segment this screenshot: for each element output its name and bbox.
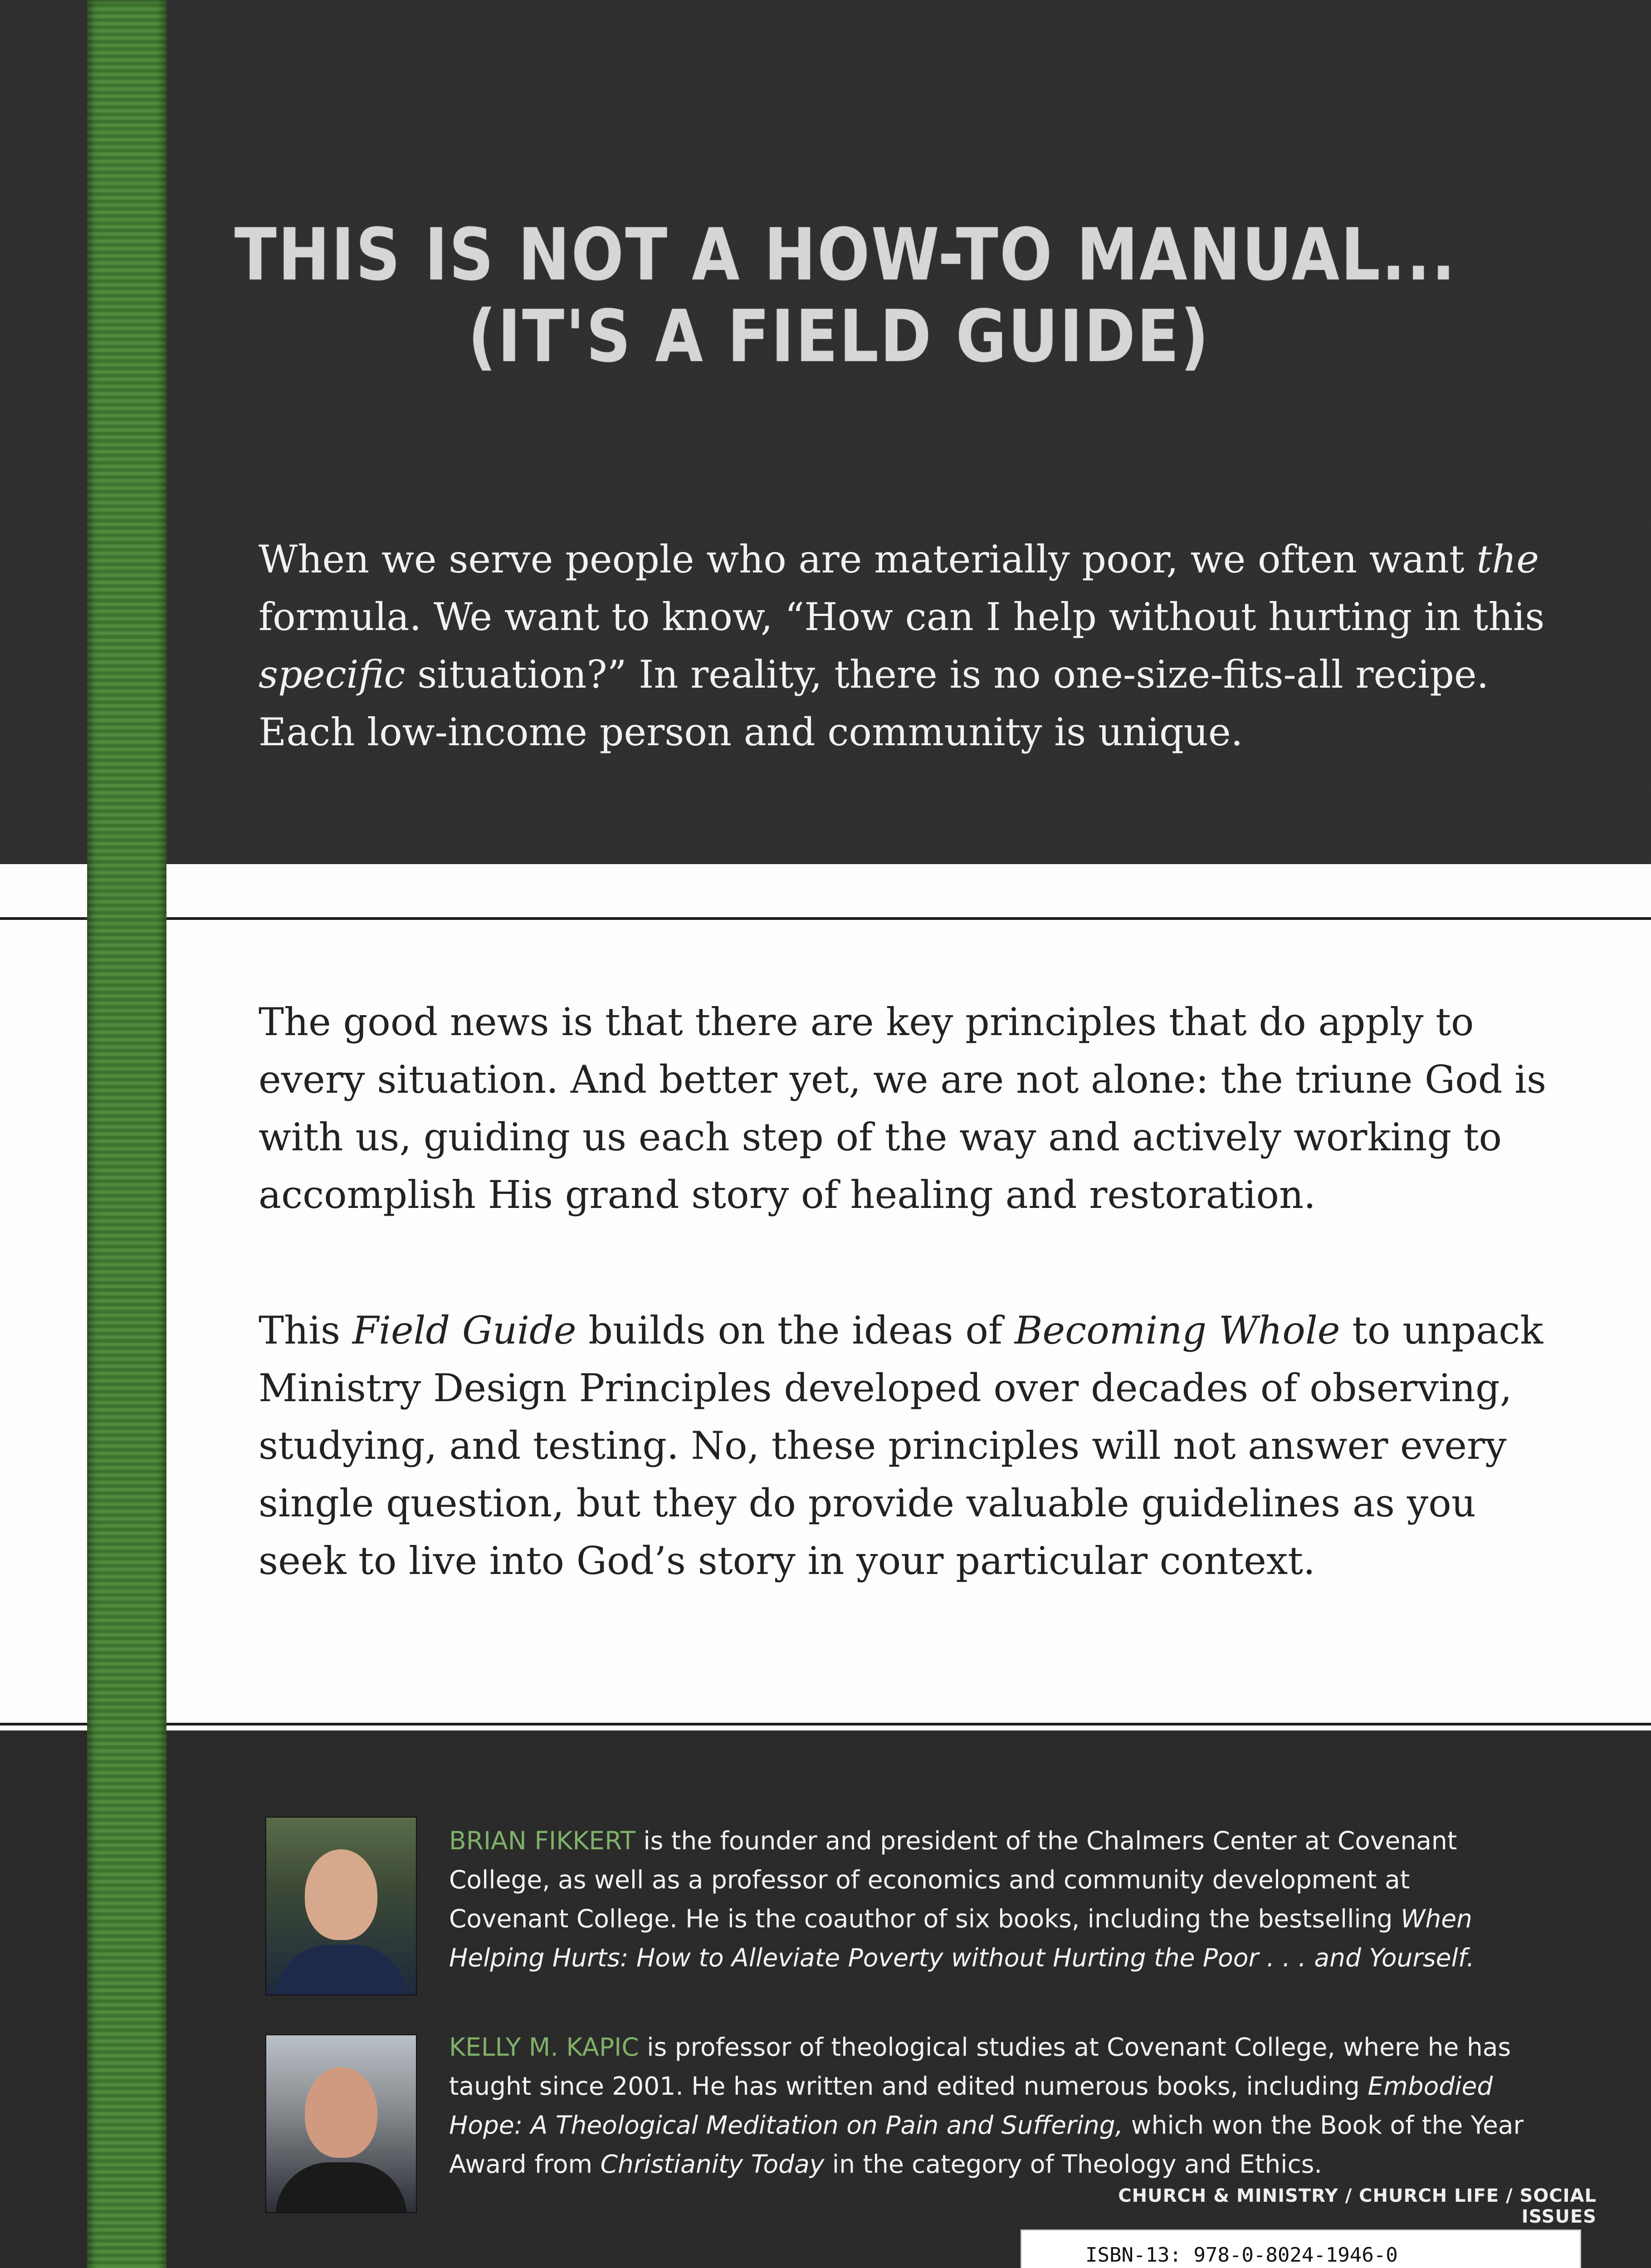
intro-emphasis: specific xyxy=(259,652,405,697)
headline-line-1: THIS IS NOT A HOW-TO MANUAL... xyxy=(234,213,1457,297)
isbn-13: ISBN-13: 978-0-8024-1946-0 xyxy=(1085,2244,1398,2267)
author-face xyxy=(305,2067,377,2158)
body-text: builds on the ideas of xyxy=(576,1308,1015,1353)
barcode-label xyxy=(1021,2229,1581,2268)
divider-rule xyxy=(0,1723,1651,1725)
body-text: to unpack Ministry Design Principles developed over decades of observing, studying, and testing. No, these principles will not answer every single question, but they do provide valuable guidelines as you seek to live into God’s story in your particular context. xyxy=(259,1308,1544,1583)
author-photo-kapic xyxy=(265,2034,417,2213)
intro-text: When we serve people who are materially poor, we often want xyxy=(259,537,1477,582)
intro-text: situation?” In reality, there is no one-size-fits-all recipe. Each low-income person and community is unique. xyxy=(259,652,1489,754)
author-photo-fikkert xyxy=(265,1817,417,1995)
author-bio-kapic xyxy=(449,2028,1529,2184)
book-title: When Helping Hurts: How to Alleviate Poverty without Hurting the Poor . . . and Yourself. xyxy=(449,1904,1475,1972)
green-elastic-ribbon xyxy=(87,0,166,2268)
author-shoulders xyxy=(275,1945,407,1995)
price-label xyxy=(1026,2249,1072,2268)
bio-text: is the founder and president of the Chalmers Center at Covenant College, as well as a professor of economics and community development at Covenant College. He is the coauthor of six books, including the bestselling xyxy=(449,1826,1457,1933)
author-bio-fikkert xyxy=(449,1821,1529,1977)
book-title: Embodied Hope: A Theological Meditation on Pain and Suffering, xyxy=(449,2072,1493,2140)
bio-text: is professor of theological studies at Covenant College, where he has taught since 2001. He has written and edited numerous books, including xyxy=(449,2033,1511,2101)
bio-text: in the category of Theology and Ethics. xyxy=(824,2150,1322,2179)
body-paragraph-good-news: The good news is that there are key principles that do apply to every situation. And better yet, we are not alone: the triune God is with us, guiding us each step of the way and actively working to accomplish His grand story of healing and restoration. xyxy=(259,1000,1547,1217)
author-face xyxy=(305,1849,377,1940)
body-paragraph-field-guide xyxy=(259,1302,1574,1590)
bio-text: which won the Book of the Year Award from xyxy=(449,2111,1524,2179)
intro-emphasis: the xyxy=(1476,537,1539,582)
body-text: This xyxy=(259,1308,352,1353)
magazine-title: Christianity Today xyxy=(600,2150,825,2179)
bisac-categories: CHURCH & MINISTRY / CHURCH LIFE / SOCIAL ISSUES xyxy=(1118,2185,1597,2227)
intro-paragraph xyxy=(259,531,1574,761)
divider-rule xyxy=(0,917,1651,920)
book-title: Becoming Whole xyxy=(1014,1308,1340,1353)
book-title: Field Guide xyxy=(352,1308,576,1353)
author-shoulders xyxy=(275,2162,407,2213)
headline-line-2: (IT'S A FIELD GUIDE) xyxy=(468,295,1211,378)
author-name: BRIAN FIKKERT xyxy=(449,1826,635,1855)
author-name: KELLY M. KAPIC xyxy=(449,2033,639,2062)
intro-text: formula. We want to know, “How can I help without hurting in this xyxy=(259,595,1545,639)
